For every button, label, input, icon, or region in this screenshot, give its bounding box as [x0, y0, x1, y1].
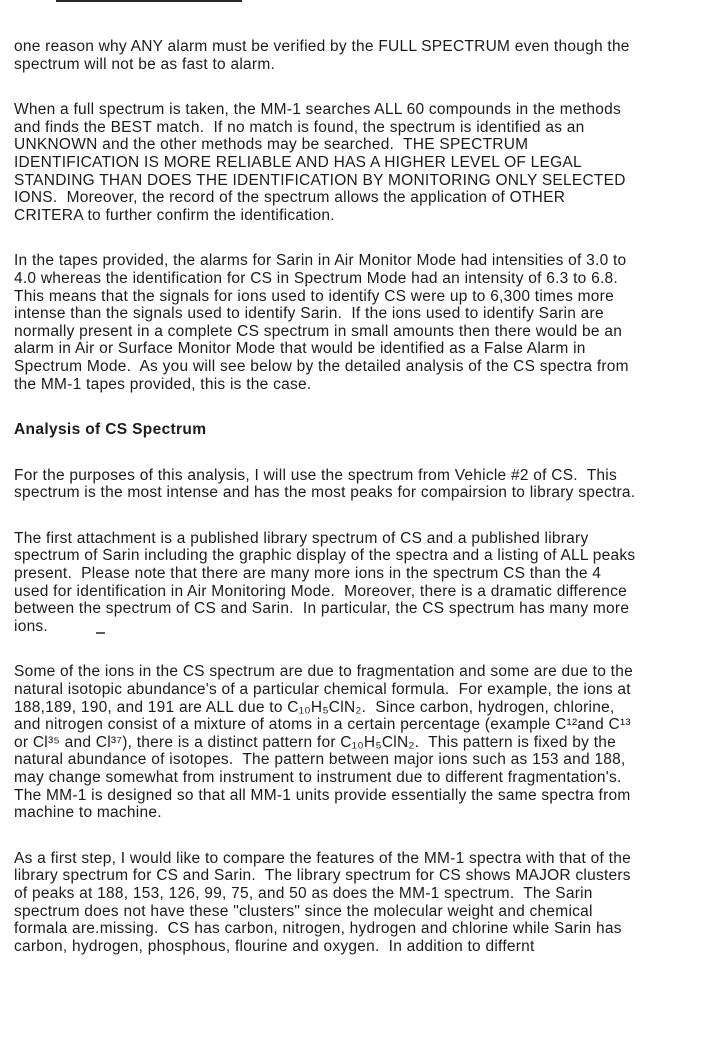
text-line: 188,189, 190, and 191 are ALL due to C₁₀H₅ClN₂. Since carbon, hydrogen, chlorine, [14, 698, 615, 716]
text-line: natural isotopic abundance's of a particular chemical formula. For example, the ions at [14, 681, 631, 699]
paragraph [14, 467, 695, 502]
paragraph [14, 101, 695, 224]
text-line: used for identification in Air Monitoring Mode. Moreover, there is a dramatic difference [14, 582, 627, 600]
text-line: As a first step, I would like to compare the features of the MM-1 spectra with that of the [14, 849, 631, 867]
text-line: 4.0 whereas the identification for CS in Spectrum Mode had an intensity of 6.3 to 6.8. [14, 269, 618, 287]
text-line: IONS. Moreover, the record of the spectrum allows the application of OTHER [14, 189, 566, 207]
text-line: CRITERA to further confirm the identification. [14, 206, 335, 224]
paragraph [14, 663, 695, 821]
text-line: Spectrum Mode. As you will see below by the detailed analysis of the CS spectra from [14, 357, 629, 375]
text-line: UNKNOWN and the other methods may be searched. THE SPECTRUM [14, 136, 529, 154]
text-line: Some of the ions in the CS spectrum are due to fragmentation and some are due to the [14, 663, 633, 681]
text-line: and nitrogen consist of a mixture of atoms in a certain percentage (example C¹²and C¹³ [14, 716, 631, 734]
text-line: between the spectrum of CS and Sarin. In particular, the CS spectrum has many more [14, 600, 630, 618]
text-line: may change somewhat from instrument to instrument due to different fragmentation's. [14, 769, 622, 786]
text-line: of peaks at 188, 153, 126, 99, 75, and 50 as does the MM-1 spectrum. The Sarin [14, 884, 593, 902]
text-line: In the tapes provided, the alarms for Sarin in Air Monitor Mode had intensities of 3.0 to [14, 252, 627, 270]
text-line: The MM-1 is designed so that all MM-1 units provide essentially the same spectra from [14, 786, 631, 804]
paragraph [14, 850, 695, 956]
text-line: the MM-1 tapes provided, this is the case. [14, 375, 312, 393]
text-line: STANDING THAN DOES THE IDENTIFICATION BY MONITORING ONLY SELECTED [14, 171, 626, 189]
text-line: IDENTIFICATION IS MORE RELIABLE AND HAS A HIGHER LEVEL OF LEGAL [14, 153, 582, 171]
scan-artifact-line [56, 0, 242, 2]
text-line: one reason why ANY alarm must be verified by the FULL SPECTRUM even though the [14, 38, 630, 55]
text-line: or Cl³⁵ and Cl³⁷), there is a distinct pattern for C₁₀H₅ClN₂. This pattern is fixed by the [14, 733, 616, 751]
text-line: spectrum does not have these "clusters" since the molecular weight and chemical [14, 902, 593, 920]
text-line: spectrum of Sarin including the graphic display of the spectra and a listing of ALL peaks [14, 547, 636, 565]
paragraph [14, 252, 695, 393]
text-line: natural abundance of isotopes. The pattern between major ions such as 153 and 188, [14, 751, 626, 769]
text-line: The first attachment is a published library spectrum of CS and a published library [14, 529, 589, 547]
text-line: and finds the BEST match. If no match is found, the spectrum is identified as an [14, 118, 585, 136]
text-line: ions. [14, 617, 48, 635]
text-line: machine to machine. [14, 804, 162, 822]
document-body [14, 38, 695, 983]
text-line: formala are.missing. CS has carbon, nitrogen, hydrogen and chlorine while Sarin has [14, 920, 622, 938]
text-line: carbon, hydrogen, phosphous, flourine and oxygen. In addition to differnt [14, 937, 535, 955]
paragraph [14, 530, 695, 636]
text-line: present. Please note that there are many more ions in the spectrum CS than the 4 [14, 565, 602, 583]
text-line: Analysis of CS Spectrum [14, 421, 207, 439]
text-line: alarm in Air or Surface Monitor Mode that would be identified as a False Alarm in [14, 340, 586, 358]
text-line: library spectrum for CS and Sarin. The library spectrum for CS shows MAJOR clusters [14, 867, 631, 885]
text-line: spectrum will not be as fast to alarm. [14, 55, 276, 73]
text-line: normally present in a complete CS spectrum in small amounts then there would be an [14, 322, 623, 340]
text-line: When a full spectrum is taken, the MM-1 searches ALL 60 compounds in the methods [14, 101, 622, 119]
text-line: For the purposes of this analysis, I will use the spectrum from Vehicle #2 of CS. This [14, 466, 617, 484]
text-line: intense than the signals used to identify Sarin. If the ions used to identify Sarin are [14, 305, 604, 323]
paragraph [14, 38, 695, 73]
text-line: This means that the signals for ions used to identify CS were up to 6,300 times more [14, 287, 614, 305]
text-line: spectrum is the most intense and has the most peaks for compairsion to library spectra. [14, 484, 636, 502]
section-heading [14, 421, 695, 439]
